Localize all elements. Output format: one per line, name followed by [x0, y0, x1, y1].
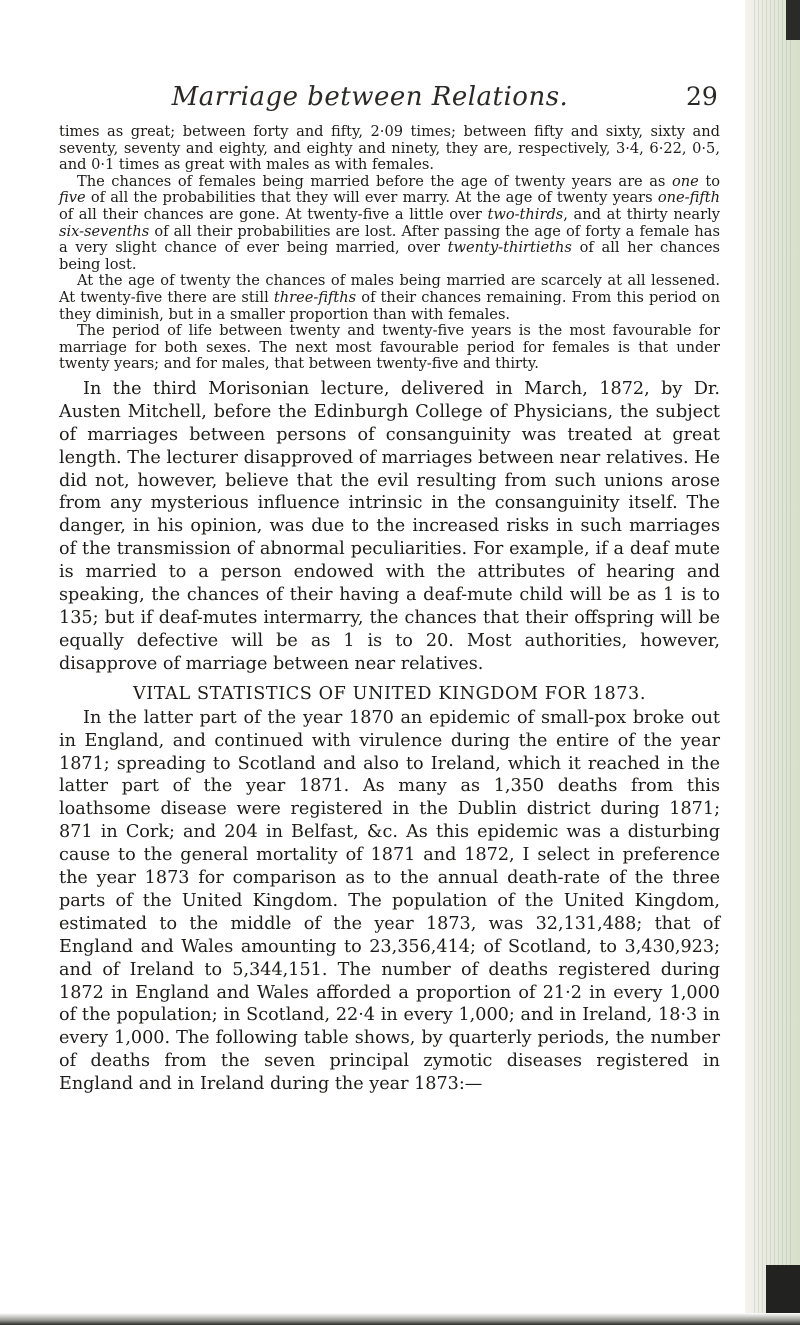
paragraph-male-chances — [59, 273, 720, 323]
text-run: of all the probabilities that they will ever marry. At the age of twenty years — [85, 189, 658, 207]
italic-run: twenty-thirtieths — [447, 239, 572, 257]
italic-run: three-fifths — [273, 288, 357, 306]
running-head — [0, 82, 800, 122]
paragraph-text: times as great; between forty and fifty, 2·09 times; between fifty and sixty, sixty and seventy, seventy and eighty, and eighty and ninety, they are, respectively, 3·4, 6·22, 0·5, and 0·1 times as great with males as with females. — [59, 123, 720, 174]
page-bottom-edge — [0, 1313, 800, 1325]
italic-run: one-fifth — [657, 189, 720, 207]
text-run: The chances of females being married before the age of twenty years are as — [77, 172, 672, 190]
text-column — [59, 124, 720, 1096]
text-run: of their chances remaining. From this period on they diminish, but in a smaller proportion than with females. — [59, 288, 720, 323]
italic-run: two-thirds — [487, 205, 564, 223]
large-type-section — [59, 378, 720, 1096]
text-run: of all her chances being lost. — [59, 239, 720, 273]
binding-corner-top — [786, 0, 800, 40]
paragraph-morisonian-lecture: In the third Morisonian lecture, delivered in March, 1872, by Dr. Austen Mitchell, before the Edinburgh College of Physicians, the subject of marriages between persons of consanguinity was treated at great length. The lecturer disapproved of marriages between near relatives. He did not, however, believe that the evil resulting from such unions arose from any mysterious influence intrinsic in the consanguinity itself. The danger, in his opinion, was due to the increased risks in such marriages of the transmission of abnormal peculiarities. For example, if a deaf mute is married to a person endowed with the attributes of hearing and speaking, the chances of their having a deaf-mute child will be as 1 is to 135; but if deaf-mutes intermarry, the chances that their offspring will be equally defective will be as 1 is to 20. Most authorities, however, disapprove of marriage between near relatives. — [59, 378, 720, 674]
text-run: At the age of twenty the chances of males being married are scarcely at all lessened. At twenty-five there are still — [59, 272, 720, 306]
running-title: Marriage between Relations. — [171, 82, 569, 112]
text-run: to — [698, 172, 720, 190]
paragraph-small-pox-epidemic: In the latter part of the year 1870 an epidemic of small-pox broke out in England, and continued with virulence during the entire of the year 1871; spreading to Scotland and also to Ireland, which it reached in the latter part of the year 1871. As many as 1,350 deaths from this loathsome disease were registered in the Dublin district during 1871; 871 in Cork; and 204 in Belfast, &c. As this epidemic was a disturbing cause to the general mortality of 1871 and 1872, I select in preference the year 1873 for comparison as to the annual death-rate of the three parts of the United Kingdom. The population of the United Kingdom, estimated to the middle of the year 1873, was 32,131,488; that of England and Wales amounting to 23,356,414; of Scotland, to 3,430,923; and of Ireland to 5,344,151. The number of deaths registered during 1872 in England and Wales afforded a proportion of 21·2 in every 1,000 of the population; in Scotland, 22·4 in every 1,000; and in Ireland, 18·3 in every 1,000. The following table shows, by quarterly periods, the number of deaths from the seven principal zymotic diseases registered in England and in Ireland during the year 1873:— — [59, 707, 720, 1095]
page-number: 29 — [686, 82, 718, 111]
small-type-section — [59, 124, 720, 373]
text-run: , and at thirty nearly — [563, 205, 721, 223]
page-edge-lines — [754, 0, 794, 1325]
text-run: The period of life between twenty and twenty-five years is the most favourable for marriage for both sexes. The next most favourable period for females is that under twenty years; and for males, that between twenty-five and thirty. — [59, 322, 720, 373]
text-run: of all their chances are gone. At twenty-five a little over — [59, 205, 488, 223]
paragraph-female-chances — [59, 174, 720, 274]
italic-run: one — [671, 172, 699, 190]
text-run: of all their probabilities are lost. After passing the age of forty a female has a very slight chance of ever being married, over — [59, 222, 720, 257]
italic-run: five — [59, 189, 86, 207]
italic-run: six-sevenths — [59, 222, 150, 240]
section-heading: VITAL STATISTICS OF UNITED KINGDOM FOR 1873. — [132, 683, 647, 704]
paragraph-favourable-period — [59, 323, 720, 373]
paragraph-continued — [59, 124, 720, 174]
